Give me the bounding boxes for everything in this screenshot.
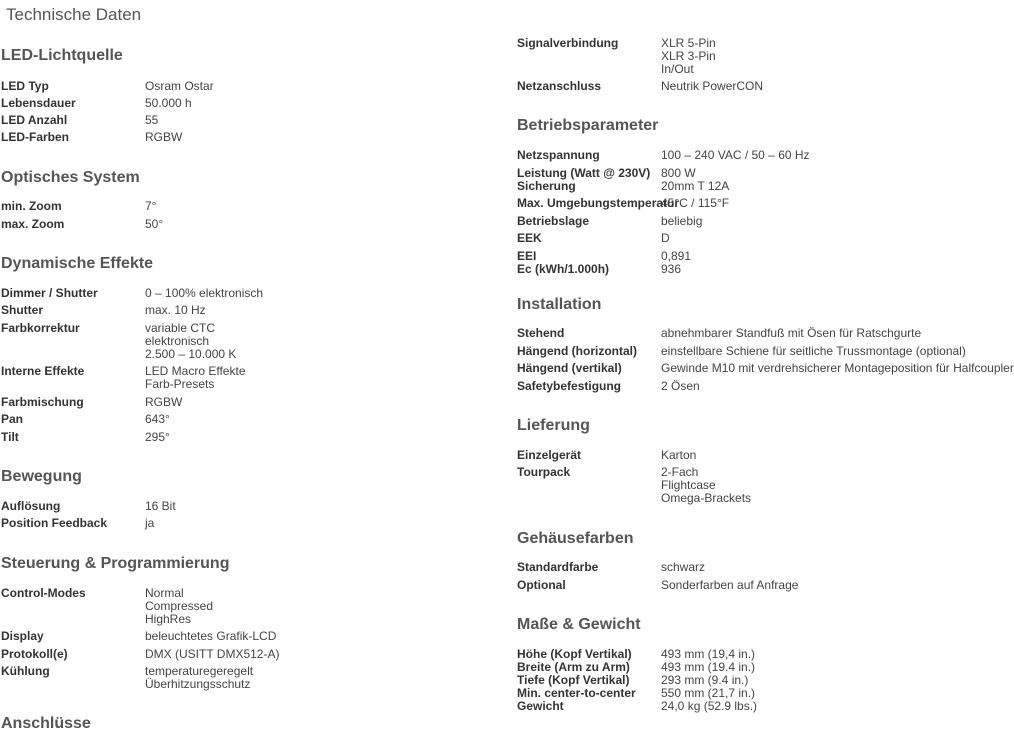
spec-value-line: 2.500 – 10.000 K	[145, 347, 237, 361]
spec-value	[145, 648, 279, 661]
spec-value	[145, 500, 176, 513]
section-title-installation: Installation	[517, 296, 602, 313]
spec-value	[145, 630, 276, 643]
spec-label: Hängend (horizontal)	[517, 344, 637, 358]
spec-value	[145, 304, 206, 317]
section-title-effects: Dynamische Effekte	[1, 255, 154, 272]
spec-label: Position Feedback	[1, 516, 108, 530]
spec-value-line: temperaturegeregelt	[145, 664, 254, 678]
spec-value	[145, 665, 253, 691]
spec-value-line: 800 W	[661, 166, 696, 180]
spec-label: Safetybefestigung	[517, 379, 622, 393]
spec-value	[661, 700, 757, 713]
spec-value-line: 643°	[145, 412, 170, 426]
spec-label: Tiefe (Kopf Vertikal)	[517, 673, 630, 687]
spec-label: Max. Umgebungstemperatur	[517, 196, 680, 210]
spec-value-line: XLR 3-Pin	[661, 49, 716, 63]
spec-value-line: Gewinde M10 mit verdrehsicherer Montageposition für Halfcoupler	[661, 361, 1014, 375]
page-title: Technische Daten	[6, 5, 142, 24]
spec-value	[661, 215, 702, 228]
spec-value	[661, 466, 751, 505]
spec-value	[661, 263, 681, 276]
spec-value	[145, 218, 163, 231]
spec-value-line: 493 mm (19.4 in.)	[661, 660, 756, 674]
spec-label: EEK	[517, 231, 542, 245]
spec-label: Protokoll(e)	[1, 647, 68, 661]
spec-value	[661, 180, 729, 193]
spec-value-line: Flightcase	[661, 478, 716, 492]
spec-label: Stehend	[517, 326, 565, 340]
spec-label: Pan	[1, 412, 24, 426]
spec-value-line: D	[661, 231, 670, 245]
spec-label: Farbmischung	[1, 395, 84, 409]
spec-label: Signalverbindung	[517, 36, 619, 50]
spec-value	[145, 396, 182, 409]
spec-value	[661, 327, 921, 340]
spec-label: Betriebslage	[517, 214, 590, 228]
spec-value	[145, 322, 236, 361]
spec-value-line: HighRes	[145, 612, 192, 626]
spec-value-line: DMX (USITT DMX512-A)	[145, 647, 280, 661]
spec-value-line: 50.000 h	[145, 96, 192, 110]
spec-value-line: ja	[145, 516, 155, 530]
spec-value	[145, 517, 154, 530]
spec-value-line: 100 – 240 VAC / 50 – 60 Hz	[661, 148, 810, 162]
spec-label: Kühlung	[1, 664, 50, 678]
spec-value-line: 50°	[145, 217, 164, 231]
spec-label: Sicherung	[517, 179, 576, 193]
spec-value	[661, 449, 696, 462]
spec-label: Höhe (Kopf Vertikal)	[517, 647, 632, 661]
spec-value-line: 293 mm (9.4 in.)	[661, 673, 749, 687]
spec-value-line: 493 mm (19,4 in.)	[661, 647, 756, 661]
spec-value	[661, 197, 729, 210]
spec-value-line: Sonderfarben auf Anfrage	[661, 578, 799, 592]
spec-value-line: Farb-Presets	[145, 377, 215, 391]
spec-value-line: Omega-Brackets	[661, 491, 752, 505]
section-title-operating: Betriebsparameter	[517, 117, 659, 134]
spec-value	[145, 431, 170, 444]
spec-label: Netzspannung	[517, 148, 600, 162]
spec-label: Gewicht	[517, 699, 564, 713]
section-title-led: LED-Lichtquelle	[1, 47, 123, 64]
spec-label: Netzanschluss	[517, 79, 602, 93]
spec-label: EEI	[517, 249, 537, 263]
spec-label: LED Anzahl	[1, 113, 68, 127]
spec-value	[661, 380, 700, 393]
spec-value-line: RGBW	[145, 395, 183, 409]
spec-value-line: max. 10 Hz	[145, 303, 206, 317]
spec-value-line: variable CTC	[145, 321, 216, 335]
spec-value-line: Überhitzungsschutz	[145, 677, 251, 691]
spec-value	[661, 579, 798, 592]
spec-value-line: LED Macro Effekte	[145, 364, 246, 378]
section-title-optics: Optisches System	[1, 169, 140, 186]
spec-label: Min. center-to-center	[517, 686, 636, 700]
spec-value	[661, 37, 716, 76]
spec-value-line: 16 Bit	[145, 499, 176, 513]
spec-value	[661, 149, 810, 162]
spec-value-line: Compressed	[145, 599, 214, 613]
spec-value-line: Normal	[145, 586, 184, 600]
spec-value-line: Karton	[661, 448, 697, 462]
spec-value-line: RGBW	[145, 130, 183, 144]
spec-value	[145, 131, 182, 144]
section-title-housing: Gehäusefarben	[517, 530, 634, 547]
spec-value-line: elektronisch	[145, 334, 210, 348]
spec-label: LED Typ	[1, 79, 49, 93]
spec-label: Ec (kWh/1.000h)	[517, 262, 610, 276]
spec-label: Interne Effekte	[1, 364, 85, 378]
spec-value-line: In/Out	[661, 62, 694, 76]
spec-value-line: 20mm T 12A	[661, 179, 730, 193]
spec-value-line: 0 – 100% elektronisch	[145, 286, 264, 300]
spec-value	[661, 561, 705, 574]
spec-value-line: 2 Ösen	[661, 379, 700, 393]
spec-value	[145, 80, 214, 93]
spec-label: Dimmer / Shutter	[1, 286, 98, 300]
section-title-dimensions: Maße & Gewicht	[517, 616, 641, 633]
spec-value-line: Neutrik PowerCON	[661, 79, 764, 93]
spec-value-line: beliebig	[661, 214, 703, 228]
spec-label: Lebensdauer	[1, 96, 76, 110]
spec-value-line: 7°	[145, 199, 157, 213]
spec-label: Control-Modes	[1, 586, 86, 600]
spec-label: Shutter	[1, 303, 43, 317]
spec-value-line: schwarz	[661, 560, 706, 574]
spec-label: Breite (Arm zu Arm)	[517, 660, 630, 674]
spec-label: Auflösung	[1, 499, 61, 513]
spec-value	[661, 362, 1014, 375]
spec-label: max. Zoom	[1, 217, 65, 231]
spec-value	[661, 345, 966, 358]
spec-value	[145, 114, 158, 127]
spec-value-line: beleuchtetes Grafik-LCD	[145, 629, 277, 643]
spec-value-line: 0,891	[661, 249, 692, 263]
spec-value-line: 936	[661, 262, 682, 276]
spec-label: Hängend (vertikal)	[517, 361, 622, 375]
spec-label: Farbkorrektur	[1, 321, 80, 335]
spec-value	[145, 587, 213, 626]
spec-label: Display	[1, 629, 44, 643]
spec-label: Tourpack	[517, 465, 571, 479]
section-title-control: Steuerung & Programmierung	[1, 555, 230, 572]
spec-value	[145, 97, 192, 110]
spec-value-line: 45°C / 115°F	[661, 196, 730, 210]
spec-label: Tilt	[1, 430, 19, 444]
spec-value-line: 24,0 kg (52.9 lbs.)	[661, 699, 758, 713]
spec-value	[661, 80, 763, 93]
spec-value	[145, 287, 263, 300]
spec-label: Standardfarbe	[517, 560, 599, 574]
spec-label: Leistung (Watt @ 230V)	[517, 166, 651, 180]
spec-value	[145, 413, 170, 426]
section-title-movement: Bewegung	[1, 468, 82, 485]
spec-label: min. Zoom	[1, 199, 62, 213]
spec-value-line: 55	[145, 113, 159, 127]
spec-label: Optional	[517, 578, 566, 592]
spec-value-line: XLR 5-Pin	[661, 36, 716, 50]
spec-label: LED-Farben	[1, 130, 70, 144]
section-title-connections: Anschlüsse	[1, 715, 91, 732]
spec-value-line: abnehmbarer Standfuß mit Ösen für Ratschgurte	[661, 326, 922, 340]
section-title-delivery: Lieferung	[517, 417, 590, 434]
spec-value-line: 550 mm (21,7 in.)	[661, 686, 756, 700]
spec-value-line: einstellbare Schiene für seitliche Trussmontage (optional)	[661, 344, 966, 358]
spec-value-line: Osram Ostar	[145, 79, 214, 93]
spec-value-line: 295°	[145, 430, 170, 444]
spec-value	[145, 200, 156, 213]
spec-label: Einzelgerät	[517, 448, 582, 462]
spec-value	[145, 365, 246, 391]
spec-value	[661, 232, 670, 245]
spec-value-line: 2-Fach	[661, 465, 699, 479]
